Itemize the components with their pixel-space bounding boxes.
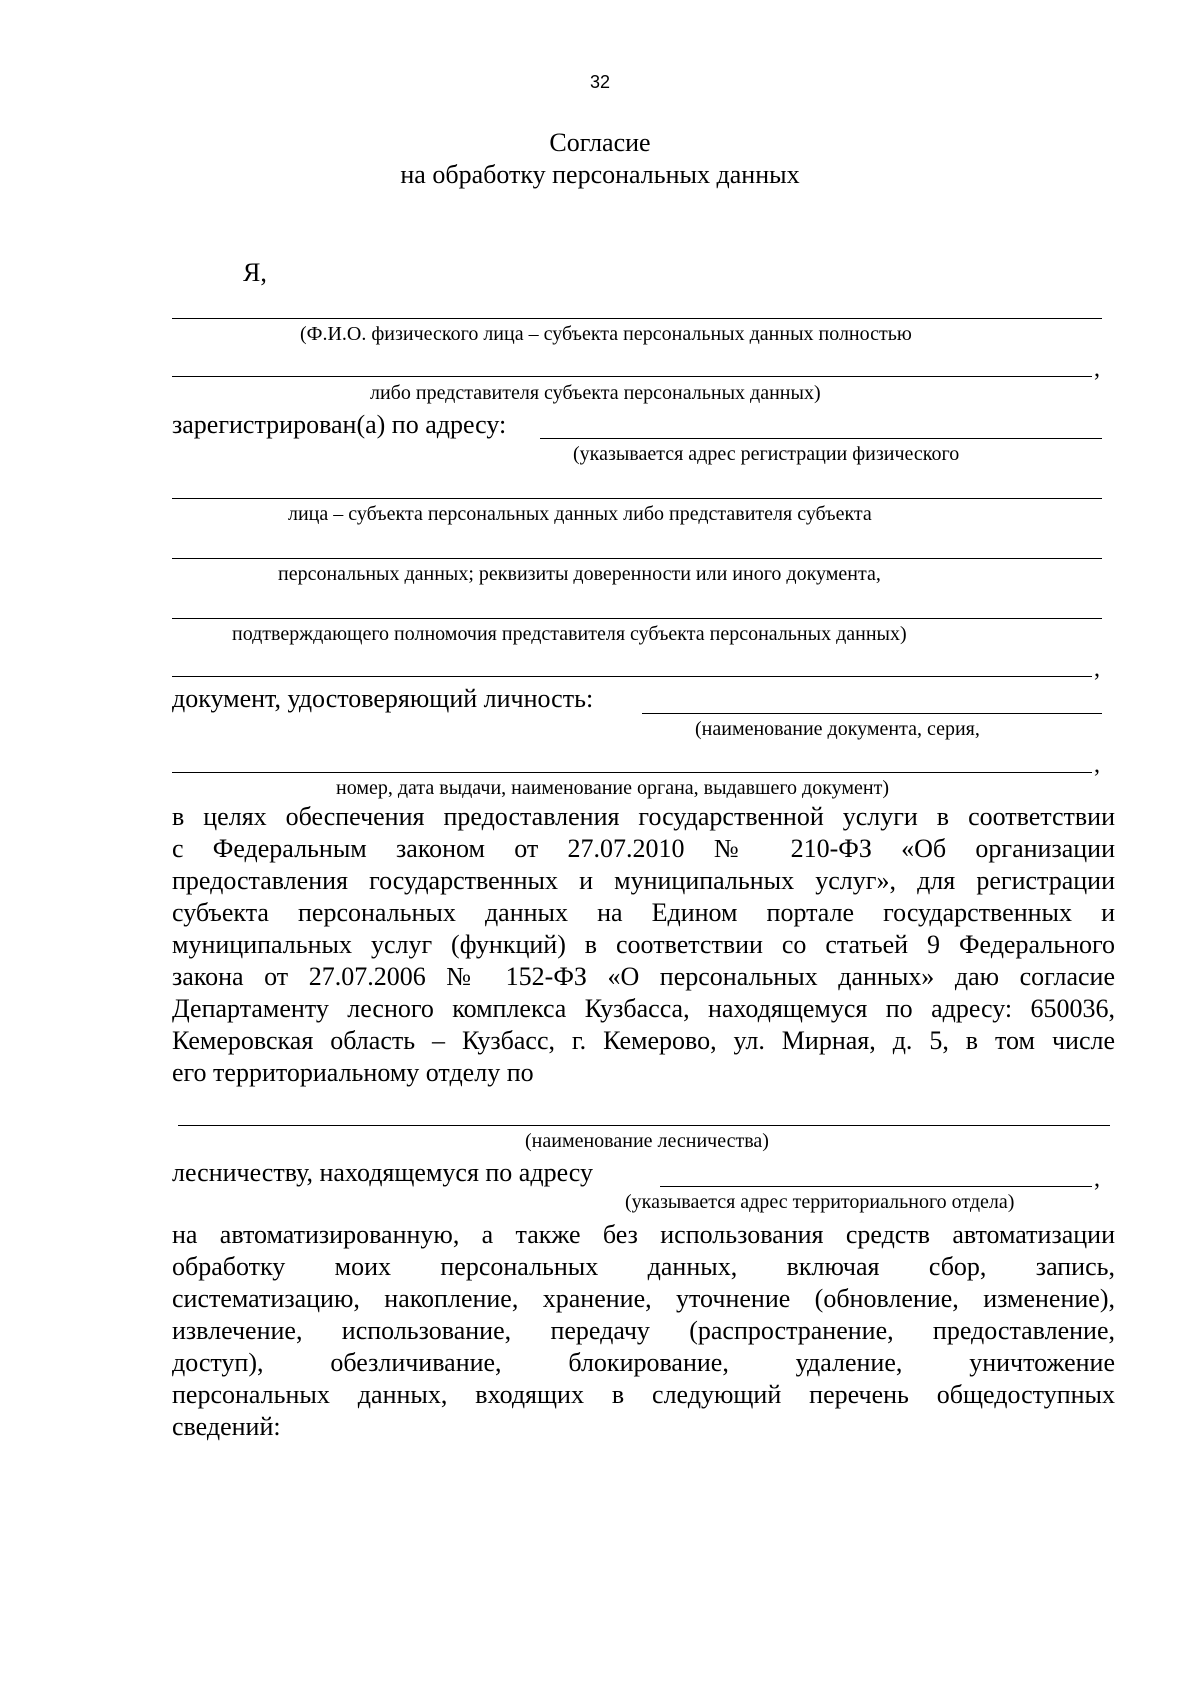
hint-document-2: номер, дата выдачи, наименование органа, выдавшего документ) — [336, 777, 890, 799]
paragraph-line: Департаменту лесного комплекса Кузбасса, находящемуся по адресу: 650036, — [172, 994, 1115, 1023]
doc-label: документ, удостоверяющий личность: — [172, 684, 594, 713]
address-input-line-3[interactable] — [172, 558, 1102, 559]
document-title: Согласие — [549, 128, 651, 157]
fio-input-line-1[interactable] — [172, 318, 1102, 319]
forestry-input-line[interactable] — [178, 1125, 1110, 1126]
consent-paragraph-2 — [172, 1219, 1115, 1443]
page-number: 32 — [589, 72, 611, 92]
territorial-address-input-line[interactable] — [660, 1186, 1092, 1187]
paragraph-line: Кемеровская область – Кузбасс, г. Кемерово, ул. Мирная, д. 5, в том числе — [172, 1026, 1115, 1055]
paragraph-line: с Федеральным законом от 27.07.2010 № 210-ФЗ «Об организации — [172, 834, 1115, 863]
paragraph-line: его территориальному отделу по — [172, 1058, 534, 1087]
forestry-label: лесничеству, находящемуся по адресу — [172, 1158, 593, 1187]
paragraph-line: сведений: — [172, 1412, 281, 1441]
paragraph-line: предоставления государственных и муниципальных услуг», для регистрации — [172, 866, 1115, 895]
hint-territorial: (указывается адрес территориального отдела) — [625, 1191, 1015, 1213]
ya-label: Я, — [243, 258, 267, 287]
document-input-line-2[interactable] — [172, 772, 1092, 773]
paragraph-line: муниципальных услуг (функций) в соответствии со статьей 9 Федерального — [172, 930, 1115, 959]
fio-input-line-2[interactable] — [172, 376, 1092, 377]
address-input-line-4[interactable] — [172, 618, 1102, 619]
paragraph-line: извлечение, использование, передачу (распространение, предоставление, — [172, 1316, 1115, 1345]
hint-address-3: персональных данных; реквизиты доверенности или иного документа, — [278, 563, 881, 585]
document-input-line-1[interactable] — [642, 713, 1102, 714]
paragraph-line: обработку моих персональных данных, включая сбор, запись, — [172, 1252, 1115, 1281]
paragraph-line: на автоматизированную, а также без использования средств автоматизации — [172, 1220, 1115, 1249]
hint-address-1: (указывается адрес регистрации физического — [573, 443, 960, 465]
hint-document-1: (наименование документа, серия, — [695, 718, 980, 740]
comma: , — [1094, 356, 1100, 382]
paragraph-line: в целях обеспечения предоставления государственной услуги в соответствии — [172, 802, 1115, 831]
hint-fio-2: либо представителя субъекта персональных данных) — [370, 382, 821, 404]
hint-address-2: лица – субъекта персональных данных либо представителя субъекта — [288, 503, 872, 525]
address-input-line-2[interactable] — [172, 498, 1102, 499]
registered-label: зарегистрирован(а) по адресу: — [172, 410, 507, 439]
consent-paragraph-1 — [172, 801, 1115, 1089]
paragraph-line: систематизацию, накопление, хранение, уточнение (обновление, изменение), — [172, 1284, 1115, 1313]
hint-forestry: (наименование лесничества) — [525, 1130, 769, 1152]
document-subtitle: на обработку персональных данных — [400, 160, 800, 189]
hint-fio-1: (Ф.И.О. физического лица – субъекта персональных данных полностью — [300, 323, 912, 345]
paragraph-line: субъекта персональных данных на Едином портале государственных и — [172, 898, 1115, 927]
comma: , — [1094, 752, 1100, 778]
paragraph-line: персональных данных, входящих в следующий перечень общедоступных — [172, 1380, 1115, 1409]
address-input-line-1[interactable] — [540, 438, 1102, 439]
paragraph-line: доступ), обезличивание, блокирование, удаление, уничтожение — [172, 1348, 1115, 1377]
hint-address-4: подтверждающего полномочия представителя субъекта персональных данных) — [232, 623, 907, 645]
comma: , — [1094, 656, 1100, 682]
comma: , — [1094, 1166, 1100, 1192]
paragraph-line: закона от 27.07.2006 № 152-ФЗ «О персональных данных» даю согласие — [172, 962, 1115, 991]
address-input-line-5[interactable] — [172, 676, 1092, 677]
